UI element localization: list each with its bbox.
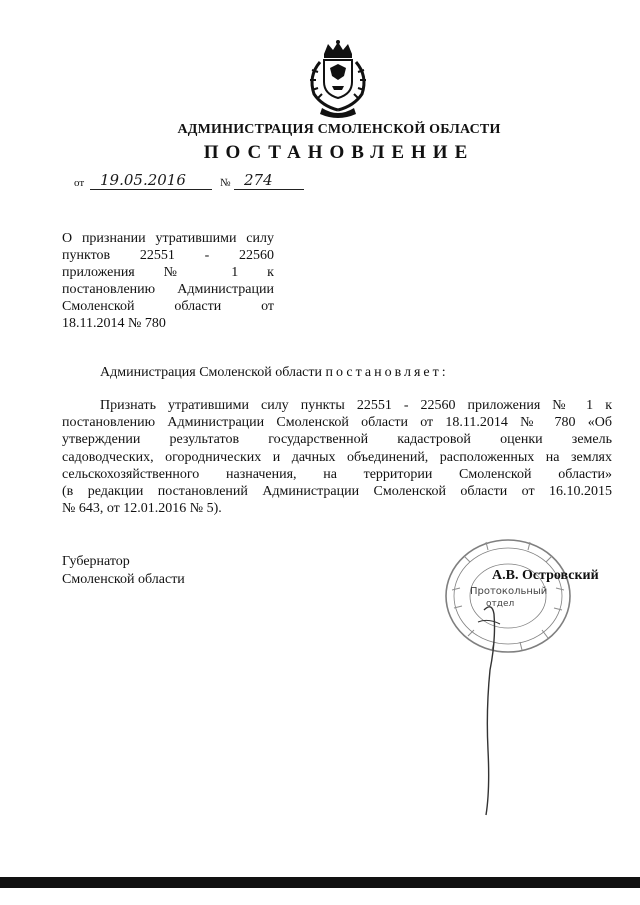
signatory-name: А.В. Островский (492, 568, 599, 583)
date-underline (90, 189, 212, 190)
preamble-resolves: постановляет: (325, 365, 449, 380)
signatory-title-line: Губернатор (62, 554, 130, 569)
number-label: № (220, 177, 231, 189)
handwritten-signature (470, 600, 530, 820)
body-line: (в редакции постановлений Администрации Смоленской области от 16.10.2015 (62, 484, 612, 500)
body-line: утверждении результатов государственной кадастровой оценки земель (62, 432, 612, 448)
agency-name: АДМИНИСТРАЦИЯ СМОЛЕНСКОЙ ОБЛАСТИ (177, 122, 501, 137)
preamble (100, 365, 449, 381)
number-handwritten: 274 (244, 171, 273, 189)
subject-block (62, 230, 274, 332)
body-line: постановлению Администрации Смоленской области от 18.11.2014 № 780 «Об (62, 415, 612, 431)
body-line: № 643, от 12.01.2016 № 5). (62, 501, 222, 517)
preamble-text: Администрация Смоленской области (100, 365, 323, 380)
signatory-title-line: Смоленской области (62, 572, 185, 587)
date-handwritten: 19.05.2016 (100, 171, 186, 189)
stamp-inner-text: отдел (486, 599, 515, 609)
subject-line: постановлению Администрации (62, 282, 274, 297)
scan-bottom-border (0, 877, 640, 888)
signatory-title (62, 553, 185, 589)
body-line: сельскохозяйственного назначения, на территории Смоленской области» (62, 466, 612, 482)
document-type-title: ПОСТАНОВЛЕНИЕ (203, 142, 475, 163)
subject-line: 18.11.2014 № 780 (62, 316, 166, 331)
subject-line: пунктов 22551 - 22560 (62, 248, 274, 263)
resolution-body (62, 397, 612, 517)
date-label: от (74, 177, 85, 189)
number-underline (234, 189, 304, 190)
body-line: Признать утратившими силу пункты 22551 - 22560 приложения № 1 к (100, 398, 612, 413)
subject-line: приложения № 1 к (62, 265, 274, 280)
subject-line: Смоленской области от (62, 299, 274, 314)
subject-line: О признании утратившими силу (62, 231, 274, 246)
coat-of-arms-emblem (302, 40, 374, 120)
body-line: садоводческих, огороднических и дачных объединений, расположенных на землях (62, 449, 612, 465)
date-number-line (74, 173, 314, 193)
stamp-inner-text: Протокольный (470, 586, 548, 597)
